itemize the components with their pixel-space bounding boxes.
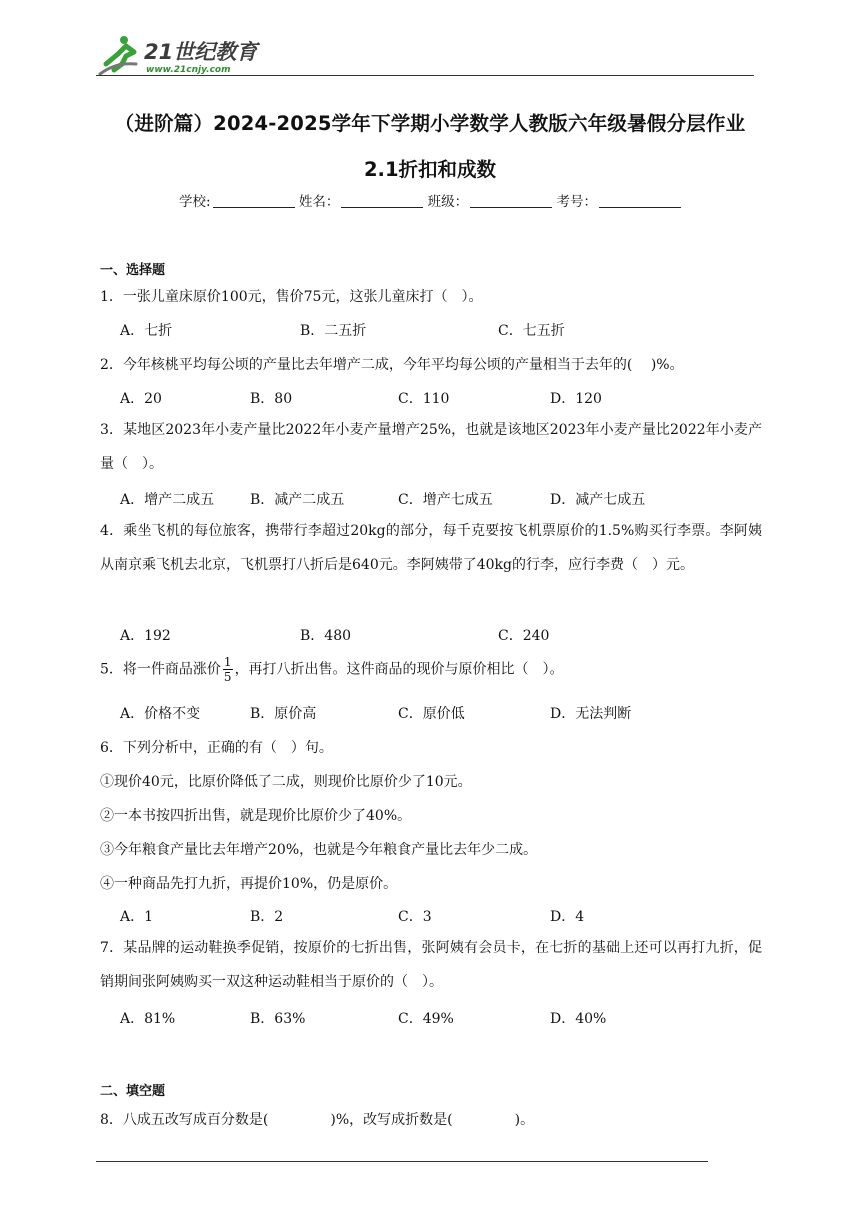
option[interactable]: C．增产七成五 [398,492,493,508]
option[interactable]: B．原价高 [250,706,317,722]
exam-id-blank[interactable] [599,194,681,208]
option[interactable]: A．价格不变 [120,706,201,722]
option[interactable]: C．3 [398,909,432,925]
school-label: 学校: [179,194,211,210]
school-blank[interactable] [213,194,295,208]
fraction-numerator: 1 [223,655,232,669]
option[interactable]: A．七折 [120,323,173,339]
option[interactable]: A．81% [120,1011,176,1027]
question-1-options [120,320,760,340]
doc-subtitle: 2.1折扣和成数 [363,158,497,181]
question-7-options [120,1008,760,1028]
question-8 [100,1109,534,1129]
option[interactable]: C．七五折 [498,323,565,339]
student-info-line [0,190,860,210]
class-blank[interactable] [470,194,552,208]
option[interactable]: A．192 [120,628,171,644]
question-5-options [120,703,760,723]
option[interactable]: C．110 [398,391,450,407]
question-3: 3．某地区2023年小麦产量比2022年小麦产量增产25%，也就是该地区2023年小麦产量比2022年小麦产量（ ）。 [100,422,762,472]
question-5-stem-start: 5．将一件商品涨价 [100,661,221,678]
option[interactable]: B．63% [250,1011,306,1027]
option[interactable]: D．无法判断 [550,706,632,722]
option[interactable]: D．减产七成五 [550,492,646,508]
option[interactable]: A．1 [120,909,154,925]
question-8-stem-c: )。 [514,1112,535,1128]
question-1: 1．一张儿童床原价100元，售价75元，这张儿童床打（ ）。 [100,289,483,305]
option[interactable]: C．原价低 [398,706,465,722]
option[interactable]: C．240 [498,628,550,644]
header-rule [96,75,754,76]
question-3-options [120,489,760,509]
option[interactable]: B．2 [250,909,284,925]
question-2-options [120,388,760,408]
option[interactable]: D．4 [550,909,585,925]
footer-rule [96,1161,708,1162]
name-label: 姓名： [298,194,340,210]
option[interactable]: A．增产二成五 [120,492,215,508]
option[interactable]: D．40% [550,1011,607,1027]
question-7: 7．某品牌的运动鞋换季促销，按原价的七折出售，张阿姨有会员卡，在七折的基础上还可以再打九折，促销期间张阿姨购买一双这种运动鞋相当于原价的（ ）。 [100,940,762,990]
question-6: 6．下列分析中，正确的有（ ）句。 [100,740,333,756]
statement-3: ③今年粮食产量比去年增产20%，也就是今年粮食产量比去年少二成。 [100,842,538,858]
question-2: 2．今年核桃平均每公顷的产量比去年增产二成，今年平均每公顷的产量相当于去年的( )%。 [100,357,684,373]
section-title: 二、填空题 [100,1084,166,1099]
name-blank[interactable] [341,194,423,208]
question-4: 4．乘坐飞机的每位旅客，携带行李超过20kg的部分，每千克要按飞机票原价的1.5%购买行李票。李阿姨从南京乘飞机去北京，飞机票打八折后是640元。李阿姨带了40kg的行李，应行李费（ ）元。 [100,523,762,573]
question-4-options [120,625,760,645]
option[interactable]: D．120 [550,391,602,407]
site-logo [96,34,266,78]
fraction-denominator: 5 [223,670,232,684]
question-6-options [120,906,760,926]
option[interactable]: B．二五折 [300,323,367,339]
section-title: 一、选择题 [100,263,166,278]
fraction [223,655,233,684]
exam-id-label: 考号： [556,194,597,210]
option[interactable]: C．49% [398,1011,454,1027]
question-5-stem-end: ，再打八折出售。这件商品的现价与原价相比（ ）。 [234,661,564,678]
statement-4: ④一种商品先打九折，再提价10%，仍是原价。 [100,876,398,892]
logo-url: www.21cnjy.com [146,65,231,75]
doc-title: （进阶篇）2024-2025学年下学期小学数学人教版六年级暑假分层作业 [114,112,746,135]
question-8-stem-b: )%，改写成折数是( [330,1112,453,1128]
option[interactable]: B．480 [300,628,352,644]
option[interactable]: B．减产二成五 [250,492,345,508]
option[interactable]: B．80 [250,391,293,407]
question-5 [100,655,564,684]
runner-icon [100,36,136,74]
class-label: 班级： [427,194,469,210]
option[interactable]: A．20 [120,391,162,407]
logo-text: 21世纪教育 [144,40,258,64]
statement-2: ②一本书按四折出售，就是现价比原价少了40%。 [100,808,412,824]
statement-1: ①现价40元，比原价降低了二成，则现价比原价少了10元。 [100,774,472,790]
question-8-stem-a: 8．八成五改写成百分数是( [100,1112,269,1128]
